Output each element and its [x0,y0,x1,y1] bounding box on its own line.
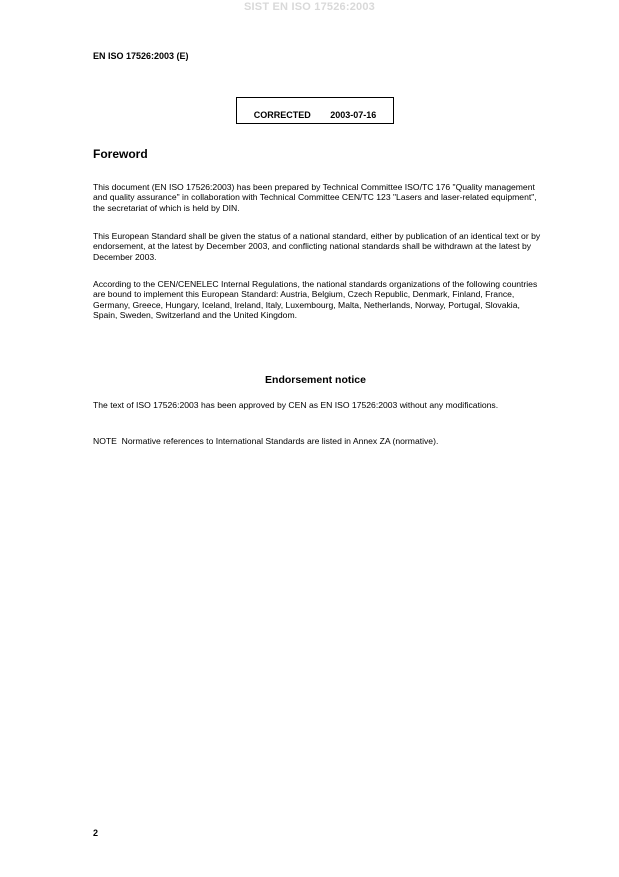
page-number: 2 [93,828,99,838]
document-id: EN ISO 17526:2003 (E) [93,51,189,61]
foreword-paragraph-1: This document (EN ISO 17526:2003) has been prepared by Technical Committee ISO/TC 176 "Quality management and quality assurance" in collaboration with Technical Committee CEN/TC 123 "Lasers and laser-related equipment", the secretariat of which is held by DIN. [93,182,537,213]
normative-note: NOTE Normative references to International Standards are listed in Annex ZA (normative). [93,436,439,446]
foreword-heading: Foreword [93,147,148,161]
corrected-label: CORRECTED 2003-07-16 [253,110,377,120]
foreword-paragraph-3: According to the CEN/CENELEC Internal Regulations, the national standards organizations of the following countries are bound to implement this European Standard: Austria, Belgium, Czech Republic, Denmark, Finland, France, Germany, Greece, Hungary, Iceland, Ireland, Italy, Luxembourg, Malta, Netherlands, Norway, Portugal, Slovakia, Spain, Sweden, Switzerland and the United Kingdom. [93,279,538,320]
foreword-paragraph-2: This European Standard shall be given the status of a national standard, either by publication of an identical text or by endorsement, at the latest by December 2003, and conflicting national standards shall be withdrawn at the latest by December 2003. [93,231,541,262]
corrected-box [236,97,394,124]
endorsement-paragraph: The text of ISO 17526:2003 has been approved by CEN as EN ISO 17526:2003 without any modifications. [93,400,499,410]
watermark: SIST EN ISO 17526:2003 [244,1,375,13]
endorsement-heading: Endorsement notice [265,374,366,386]
